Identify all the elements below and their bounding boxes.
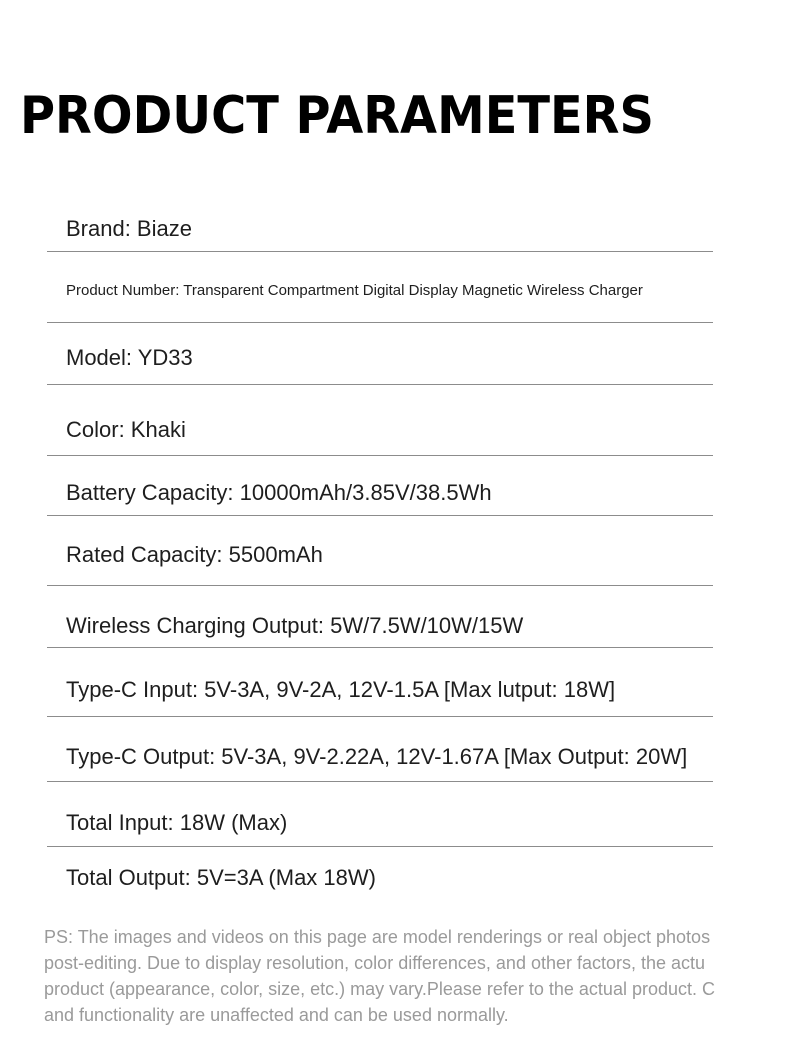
disclaimer-line: and functionality are unaffected and can be used normally. (44, 1005, 509, 1025)
row-divider (47, 384, 713, 385)
row-divider (47, 781, 713, 782)
param-color: Color: Khaki (66, 417, 186, 442)
disclaimer-line: product (appearance, color, size, etc.) may vary.Please refer to the actual product. C (44, 979, 715, 999)
param-total-input: Total Input: 18W (Max) (66, 810, 288, 835)
param-typec-input: Type-C Input: 5V-3A, 9V-2A, 12V-1.5A [Max lutput: 18W] (66, 677, 616, 702)
param-brand: Brand: Biaze (66, 216, 192, 241)
row-divider (47, 846, 713, 847)
param-battery-capacity: Battery Capacity: 10000mAh/3.85V/38.5Wh (66, 480, 492, 505)
param-model: Model: YD33 (66, 345, 193, 370)
disclaimer-note (44, 924, 790, 1028)
disclaimer-line: PS: The images and videos on this page are model renderings or real object photos (44, 927, 711, 947)
param-wireless-output: Wireless Charging Output: 5W/7.5W/10W/15W (66, 613, 524, 638)
page-title: PRODUCT PARAMETERS (20, 86, 654, 146)
row-divider (47, 716, 713, 717)
row-divider (47, 585, 713, 586)
disclaimer-line: post-editing. Due to display resolution, color differences, and other factors, the actu (44, 953, 706, 973)
row-divider (47, 322, 713, 323)
param-typec-output: Type-C Output: 5V-3A, 9V-2.22A, 12V-1.67A [Max Output: 20W] (66, 744, 688, 769)
row-divider (47, 251, 713, 252)
param-product-number: Product Number: Transparent Compartment Digital Display Magnetic Wireless Charger (66, 282, 643, 299)
row-divider (47, 515, 713, 516)
row-divider (47, 455, 713, 456)
param-total-output: Total Output: 5V=3A (Max 18W) (66, 865, 376, 890)
row-divider (47, 647, 713, 648)
param-rated-capacity: Rated Capacity: 5500mAh (66, 542, 323, 567)
